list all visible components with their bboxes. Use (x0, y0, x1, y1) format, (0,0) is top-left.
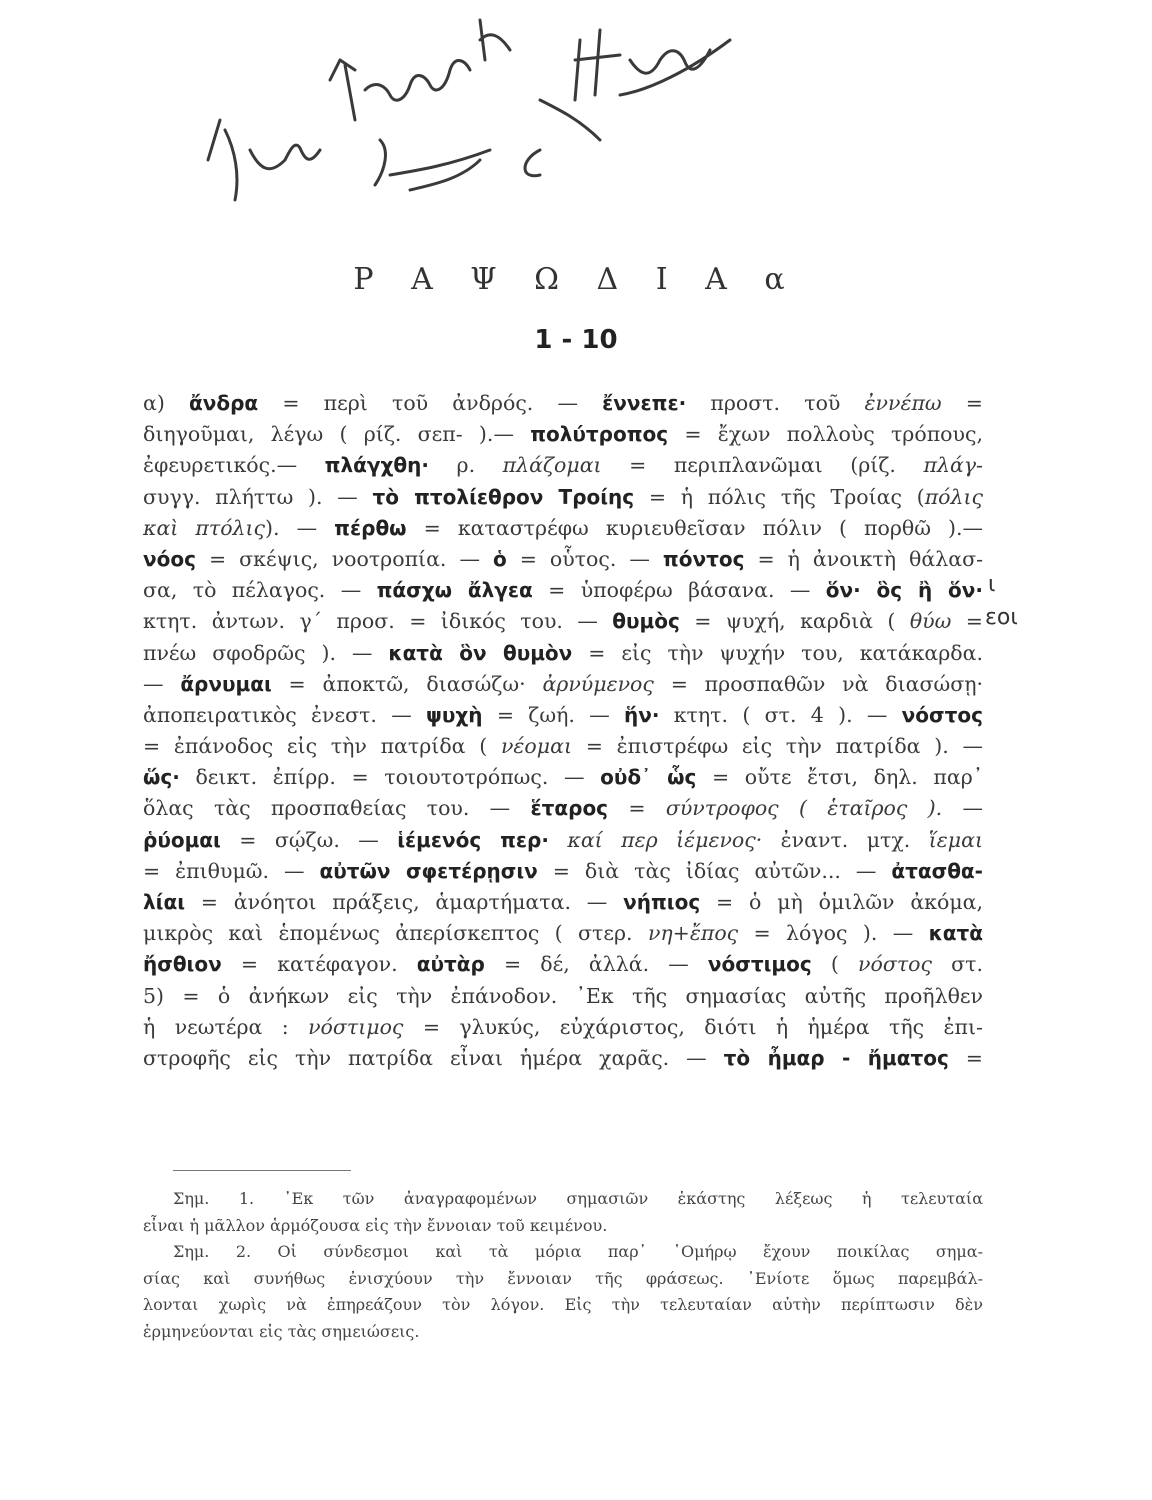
text-line (143, 825, 983, 856)
text-segment: = (608, 796, 666, 821)
text-line (143, 918, 983, 949)
text-segment: = δέ, ἀλλά. — (484, 952, 708, 977)
text-segment: = περιπλανῶμαι (ρίζ. (601, 453, 924, 478)
text-segment: ρ. (429, 453, 503, 478)
text-segment: = ἐπιστρέφω εἰς τὴν πατρίδα ). — (571, 734, 983, 759)
headword: ἕταρος (530, 796, 609, 821)
footnote-line: Σημ. 2. Οἱ σύνδεσμοι καὶ τὰ μόρια παρ᾽ ῾Ομήρῳ ἔχουν ποικίλας σημα- (173, 1242, 983, 1261)
text-line (143, 669, 983, 700)
text-segment: = διὰ τὰς ἰδίας αὐτῶν... — (537, 858, 892, 883)
text-segment: ἐναντ. μτχ. (762, 827, 929, 852)
text-segment: = οὔτε ἔτσι, δηλ. παρ᾽ (696, 765, 983, 790)
handwritten-signature (180, 0, 740, 250)
text-line (143, 887, 983, 918)
italic-text: πλάγ- (923, 453, 983, 478)
text-line (143, 700, 983, 731)
text-line (143, 981, 983, 1012)
text-line (143, 1012, 983, 1043)
text-segment: = ἐπάνοδος εἰς τὴν πατρίδα ( (143, 734, 501, 759)
text-line (143, 1043, 983, 1074)
text-segment: = περὶ τοῦ ἀνδρός. — (258, 391, 603, 415)
italic-text: ἀρνύμενος (542, 671, 654, 696)
text-line (143, 762, 983, 793)
italic-text: ἵεμαι (928, 827, 983, 852)
margin-note: ι (988, 572, 996, 597)
margin-note: εοι (985, 605, 1018, 630)
footnote-line: σίας καὶ συνήθως ἐνισχύουν τὴν ἔννοιαν τῆς φράσεως. ᾽Ενίοτε ὅμως παρεμβάλ- (143, 1268, 983, 1288)
footnote-line: λονται χωρὶς νὰ ἐπηρεάζουν τὸν λόγον. Εἰς τὴν τελευταίαν αὐτὴν περίπτωσιν δὲν (143, 1295, 983, 1314)
italic-text: πλάζομαι (502, 453, 602, 478)
text-segment: = ἡ πόλις τῆς Τροίας ( (634, 484, 925, 509)
text-segment: = οὗτος. — (506, 546, 663, 571)
text-segment: = εἰς τὴν ψυχήν του, κατάκαρδα. (572, 640, 983, 665)
text-line (143, 856, 983, 887)
text-segment: 5) = ὁ ἀνήκων εἰς τὴν ἐπάνοδον. ᾽Εκ τῆς σημασίας αὐτῆς προῆλθεν (143, 983, 983, 1008)
text-segment: = κατέφαγον. (221, 952, 417, 977)
text-segment: ἡ νεωτέρα : (143, 1014, 309, 1039)
headword: πέρθω (334, 515, 407, 540)
text-line (143, 450, 983, 481)
headword: ἱέμενός περ· (397, 827, 549, 852)
headword: νήπιος (623, 890, 701, 914)
text-segment: σα, τὸ πέλαγος. — (143, 578, 377, 603)
text-segment: α) (143, 391, 189, 415)
text-line (143, 513, 983, 544)
italic-text: νέομαι (500, 734, 572, 759)
text-segment: = ἡ ἀνοικτὴ θάλασ- (744, 546, 983, 571)
text-segment: δεικτ. ἐπίρρ. = τοιουτοτρόπως. — (179, 765, 601, 790)
headword: κατὰ (928, 921, 984, 946)
text-segment: διηγοῦμαι, λέγω ( ρίζ. σεπ- ).— (143, 422, 531, 447)
italic-text: νη+ἔπος (647, 921, 739, 946)
headword: ῥύομαι (143, 827, 221, 852)
text-segment: = καταστρέφω κυριευθεῖσαν πόλιν ( πορθῶ ).— (406, 515, 984, 540)
text-segment: = ὁ μὴ ὁμιλῶν ἀκόμα, (700, 890, 983, 914)
text-line (143, 638, 983, 669)
text-line (143, 482, 983, 513)
text-segment: προστ. τοῦ (686, 391, 865, 415)
commentary-text (143, 388, 983, 1074)
italic-text: θύω (909, 609, 952, 634)
headword: πλάγχθη· (324, 453, 429, 478)
text-segment: = (941, 391, 983, 415)
headword: αὐτὰρ (416, 952, 485, 977)
text-segment: στροφῆς εἰς τὴν πατρίδα εἶναι ἡμέρα χαρᾶς. — (143, 1045, 724, 1070)
headword: λίαι (143, 890, 185, 914)
text-line (143, 544, 983, 575)
text-segment: = ὑποφέρω βάσανα. — (532, 578, 826, 603)
text-segment: = (948, 1045, 983, 1070)
italic-text: νόστιμος (308, 1014, 404, 1039)
headword: ἔννεπε· (602, 391, 687, 415)
text-segment: — (143, 671, 181, 696)
headword: ὁ (492, 546, 507, 571)
text-segment: = ἐπιθυμῶ. — (143, 858, 320, 883)
text-segment: ). — (265, 515, 335, 540)
text-segment: πνέω σφοδρῶς ). — (143, 640, 389, 665)
headword: θυμὸς (612, 609, 680, 634)
headword: ἄνδρα (189, 391, 259, 415)
text-line (143, 606, 983, 637)
text-segment: ἐφευρετικός.— (143, 453, 325, 478)
text-segment: = ἀποκτῶ, διασώζω· (271, 671, 543, 696)
text-segment (549, 828, 567, 852)
text-segment: = ἔχων πολλοὺς τρόπους, (668, 422, 983, 447)
text-segment: = (951, 609, 983, 634)
footnote (143, 1186, 983, 1239)
text-line (143, 731, 983, 762)
text-segment: = ψυχή, καρδιὰ ( (679, 609, 910, 634)
text-line (143, 388, 983, 419)
text-segment: ( (811, 952, 859, 977)
italic-text: σύντροφος ( ἑταῖρος ). (665, 796, 943, 821)
footnote-line: Σημ. 1. ᾽Εκ τῶν ἀναγραφομένων σημασιῶν ἑκάστης λέξεως ἡ τελευταία (173, 1189, 983, 1208)
text-segment: = ἀνόητοι πράξεις, ἁμαρτήματα. — (184, 890, 624, 914)
footnote-divider (173, 1170, 351, 1171)
headword: τὸ πτολίεθρον Τροίης (372, 484, 635, 509)
text-segment: = λόγος ). — (738, 921, 929, 946)
italic-text: νόστος (858, 952, 932, 977)
headword: ἥν· (623, 702, 660, 727)
verse-range: 1 - 10 (534, 325, 618, 355)
headword: ὥς· (143, 765, 180, 790)
headword: ἤσθιον (143, 952, 222, 977)
text-segment: κτητ. ἀντων. γ΄ προσ. = ἰδικός του. — (143, 609, 613, 634)
footnote-line: ἑρμηνεύονται εἰς τὰς σημειώσεις. (143, 1321, 420, 1341)
page-title: Ρ Α Ψ Ω Δ Ι Α α (353, 262, 799, 297)
text-line (143, 949, 983, 980)
italic-text: πόλις (924, 484, 984, 509)
headword: πάσχω ἄλγεα (376, 578, 533, 603)
text-segment: = σκέψις, νοοτροπία. — (195, 546, 493, 571)
text-segment: κτητ. ( στ. 4 ). — (659, 702, 902, 727)
text-line (143, 793, 983, 824)
text-segment: = προσπαθῶν νὰ διασώσῃ· (653, 671, 983, 696)
text-line (143, 419, 983, 450)
text-segment: = σῴζω. — (220, 827, 398, 852)
headword: νόστος (901, 702, 983, 727)
footnote (143, 1239, 983, 1345)
headword: ἄρνυμαι (180, 671, 272, 696)
text-line (143, 575, 983, 606)
headword: ψυχὴ (426, 702, 483, 727)
headword: πολύτροπος (530, 422, 669, 447)
headword: αὐτῶν σφετέρῃσιν (319, 858, 538, 883)
headword: νόστιμος (707, 952, 812, 977)
text-segment: = γλυκύς, εὐχάριστος, διότι ἡ ἡμέρα τῆς ἐπι- (403, 1014, 983, 1039)
text-segment: συγγ. πλήττω ). — (143, 484, 373, 509)
text-segment: ἀποπειρατικὸς ἐνεστ. — (143, 702, 426, 727)
text-segment: ὅλας τὰς προσπαθείας του. — (143, 796, 531, 821)
headword: οὐδ᾽ ὧς (600, 765, 697, 790)
headword: ὅν· ὃς ἢ ὅν· (825, 578, 984, 603)
headword: ἀτασθα- (891, 858, 983, 883)
headword: τὸ ἦμαρ - ἤματος (723, 1045, 949, 1070)
italic-text: καὶ πτόλις (143, 515, 266, 540)
text-segment: στ. (931, 952, 983, 977)
italic-text: ἐννέπω (864, 391, 942, 415)
footnote-line: εἶναι ἡ μᾶλλον ἁρμόζουσα εἰς τὴν ἔννοιαν τοῦ κειμένου. (143, 1215, 608, 1235)
headword: πόντος (662, 546, 745, 571)
text-segment: — (942, 796, 983, 821)
headword: νόος (143, 546, 196, 571)
italic-text: καί περ ἱέμενος· (567, 827, 763, 852)
text-segment: μικρὸς καὶ ἑπομένως ἀπερίσκεπτος ( στερ. (143, 921, 648, 946)
headword: κατὰ ὃν θυμὸν (388, 640, 573, 665)
footnotes (143, 1186, 983, 1345)
text-segment: = ζωή. — (482, 702, 624, 727)
